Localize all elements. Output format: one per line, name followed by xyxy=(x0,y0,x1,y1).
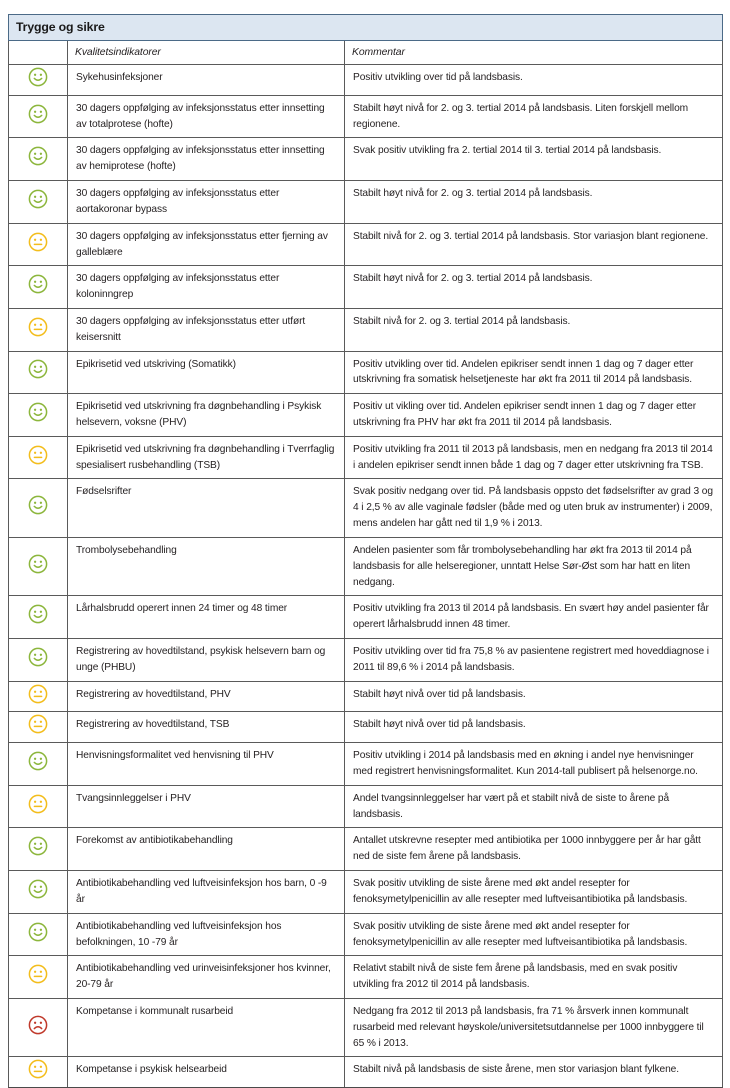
indicator-cell xyxy=(68,596,345,639)
smiley-happy-icon-glyph xyxy=(28,402,48,422)
indicator-text: Antibiotikabehandling ved luftveisinfeksjon hos befolkningen, 10 -79 år xyxy=(76,920,282,948)
table-row xyxy=(9,871,723,914)
comment-cell xyxy=(345,743,723,786)
comment-text: Positiv utvikling over tid. Andelen epikriser sendt innen 1 dag og 7 dager etter utskrivning fra somatisk helsetjeneste har økt fra 2011 til 2014 på landsbasis. xyxy=(353,358,694,386)
indicator-text: Epikrisetid ved utskrivning fra døgnbehandling i Tverrfaglig spesialisert rusbehandling (TSB) xyxy=(76,443,335,471)
smiley-neutral-icon-glyph xyxy=(28,232,48,252)
indicator-text: 30 dagers oppfølging av infeksjonsstatus etter innsetting av totalprotese (hofte) xyxy=(76,102,325,130)
comment-cell xyxy=(345,638,723,681)
smiley-happy-icon-glyph xyxy=(28,604,48,624)
comment-cell xyxy=(345,479,723,537)
smiley-happy-icon-glyph xyxy=(28,836,48,856)
indicator-cell xyxy=(68,181,345,224)
smiley-neutral-icon-glyph xyxy=(28,445,48,465)
indicator-cell xyxy=(68,828,345,871)
smiley-happy-icon xyxy=(9,638,68,681)
indicator-text: Kompetanse i kommunalt rusarbeid xyxy=(76,1005,234,1017)
indicator-text: Sykehusinfeksjoner xyxy=(76,72,163,83)
smiley-neutral-icon-glyph xyxy=(28,1059,48,1079)
smiley-neutral-icon xyxy=(9,712,68,743)
table-body xyxy=(9,15,723,1088)
comment-text: Stabilt høyt nivå for 2. og 3. tertial 2014 på landsbasis. Liten forskjell mellom regionene. xyxy=(353,102,689,130)
indicator-cell xyxy=(68,95,345,138)
table-row xyxy=(9,223,723,266)
comment-cell xyxy=(345,223,723,266)
indicator-cell xyxy=(68,956,345,999)
smiley-happy-icon xyxy=(9,743,68,786)
indicator-text: Henvisningsformalitet ved henvisning til PHV xyxy=(76,750,274,762)
smiley-neutral-icon-glyph xyxy=(28,684,48,704)
table-row xyxy=(9,998,723,1056)
comment-text: Stabilt nivå for 2. og 3. tertial 2014 på landsbasis. xyxy=(353,315,571,327)
comment-cell xyxy=(345,712,723,743)
comment-cell xyxy=(345,95,723,138)
smiley-neutral-icon-glyph xyxy=(28,317,48,337)
smiley-happy-icon xyxy=(9,394,68,437)
indicator-text: Epikrisetid ved utskrivning fra døgnbehandling i Psykisk helsevern, voksne (PHV) xyxy=(76,401,322,428)
table-row xyxy=(9,712,723,743)
smiley-happy-icon xyxy=(9,181,68,224)
table-row xyxy=(9,743,723,786)
indicator-text: Tvangsinnleggelser i PHV xyxy=(76,792,191,804)
comment-cell xyxy=(345,537,723,595)
comment-cell xyxy=(345,596,723,639)
column-header-icon xyxy=(9,41,68,65)
table-row xyxy=(9,308,723,351)
indicator-cell xyxy=(68,65,345,96)
indicator-cell xyxy=(68,537,345,595)
indicator-cell xyxy=(68,266,345,309)
table-row xyxy=(9,638,723,681)
column-header-row xyxy=(9,41,723,65)
quality-indicator-table xyxy=(8,14,723,1088)
comment-text: Positiv utvikling over tid fra 75,8 % av pasientene registrert med hoveddiagnose i 2011 til 89,6 % i 2014 på landsbasis. xyxy=(353,645,709,673)
table-row xyxy=(9,828,723,871)
indicator-cell xyxy=(68,351,345,394)
indicator-cell xyxy=(68,308,345,351)
comment-cell xyxy=(345,181,723,224)
comment-text: Stabilt høyt nivå over tid på landsbasis. xyxy=(353,719,526,731)
indicator-cell xyxy=(68,223,345,266)
indicator-cell xyxy=(68,638,345,681)
indicator-text: Antibiotikabehandling ved urinveisinfeksjoner hos kvinner, 20-79 år xyxy=(76,963,331,991)
comment-text: Relativt stabilt nivå de siste fem årene på landsbasis, med en svak positiv utvikling fra 2012 til 2014 på landsbasis. xyxy=(353,963,678,991)
table-row xyxy=(9,956,723,999)
table-row xyxy=(9,681,723,712)
smiley-neutral-icon-glyph xyxy=(28,964,48,984)
indicator-text: Registrering av hovedtilstand, psykisk helsevern barn og unge (PHBU) xyxy=(76,645,326,673)
comment-text: Nedgang fra 2012 til 2013 på landsbasis, fra 71 % årsverk innen kommunalt rusarbeid med relevant høyskole/universitetsutdannelse per 1000 innbyggere til 65 % i 2013. xyxy=(353,1005,704,1049)
table-row xyxy=(9,1057,723,1088)
smiley-happy-icon-glyph xyxy=(28,146,48,166)
smiley-happy-icon xyxy=(9,913,68,956)
indicator-text: Trombolysebehandling xyxy=(76,544,177,556)
indicator-cell xyxy=(68,681,345,712)
smiley-happy-icon xyxy=(9,871,68,914)
smiley-neutral-icon xyxy=(9,785,68,828)
comment-text: Antallet utskrevne resepter med antibiotika per 1000 innbyggere per år har gått ned de siste fem årene på landsbasis. xyxy=(353,835,701,863)
comment-text: Andelen pasienter som får trombolysebehandling har økt fra 2013 til 2014 på landsbasis for alle helseregioner, unntatt Helse Sør-Øst som har hatt en liten nedgang. xyxy=(353,544,692,588)
indicator-text: Forekomst av antibiotikabehandling xyxy=(76,835,233,847)
comment-cell xyxy=(345,351,723,394)
table-row xyxy=(9,436,723,479)
smiley-happy-icon-glyph xyxy=(28,647,48,667)
indicator-cell xyxy=(68,913,345,956)
comment-text: Svak positiv utvikling fra 2. tertial 2014 til 3. tertial 2014 på landsbasis. xyxy=(353,145,662,157)
table-row xyxy=(9,351,723,394)
indicator-cell xyxy=(68,436,345,479)
smiley-neutral-icon-glyph xyxy=(28,794,48,814)
comment-cell xyxy=(345,785,723,828)
smiley-happy-icon xyxy=(9,65,68,96)
smiley-happy-icon xyxy=(9,138,68,181)
smiley-happy-icon xyxy=(9,351,68,394)
indicator-text: Fødselsrifter xyxy=(76,486,132,498)
section-title: Trygge og sikre xyxy=(9,15,723,41)
table-row xyxy=(9,394,723,437)
indicator-text: 30 dagers oppfølging av infeksjonsstatus etter aortakoronar bypass xyxy=(76,188,280,215)
smiley-sad-icon-glyph xyxy=(28,1015,48,1035)
smiley-neutral-icon xyxy=(9,1057,68,1088)
comment-text: Svak positiv utvikling de siste årene med økt andel resepter for fenoksymetylpenicillin av alle resepter med luftveisantibiotika på landsbasis. xyxy=(353,878,688,905)
comment-text: Positiv utvikling fra 2011 til 2013 på landsbasis, men en nedgang fra 2013 til 2014 i andelen epikriser sendt innen både 1 dag og 7 dager etter utskrivning fra TSB. xyxy=(353,443,713,471)
comment-cell xyxy=(345,266,723,309)
comment-cell xyxy=(345,828,723,871)
smiley-happy-icon-glyph xyxy=(28,751,48,771)
comment-cell xyxy=(345,956,723,999)
table-row xyxy=(9,181,723,224)
section-title-row xyxy=(9,15,723,41)
comment-text: Positiv utvikling i 2014 på landsbasis med en økning i andel nye henvisninger med registrert henvisningsformalitet. Kun 2014-tall publisert på helsenorge.no. xyxy=(353,750,698,777)
smiley-happy-icon-glyph xyxy=(28,274,48,294)
smiley-neutral-icon-glyph xyxy=(28,714,48,734)
indicator-text: Lårhalsbrudd operert innen 24 timer og 48 timer xyxy=(76,603,288,615)
indicator-text: 30 dagers oppfølging av infeksjonsstatus etter koloninngrep xyxy=(76,273,280,301)
indicator-text: Kompetanse i psykisk helsearbeid xyxy=(76,1064,227,1076)
comment-text: Positiv utvikling fra 2013 til 2014 på landsbasis. En svært høy andel pasienter får operert lårhalsbrudd innen 48 timer. xyxy=(353,603,709,631)
comment-cell xyxy=(345,871,723,914)
indicator-text: Registrering av hovedtilstand, PHV xyxy=(76,688,231,700)
comment-text: Andel tvangsinnleggelser har vært på et stabilt nivå de siste to årene på landsbasis. xyxy=(353,792,670,820)
smiley-happy-icon-glyph xyxy=(28,189,48,209)
table-row xyxy=(9,785,723,828)
indicator-cell xyxy=(68,743,345,786)
smiley-happy-icon-glyph xyxy=(28,104,48,124)
comment-cell xyxy=(345,1057,723,1088)
comment-text: Positiv utvikling over tid på landsbasis. xyxy=(353,72,523,83)
smiley-sad-icon xyxy=(9,998,68,1056)
table-row xyxy=(9,596,723,639)
indicator-cell xyxy=(68,394,345,437)
smiley-happy-icon xyxy=(9,95,68,138)
indicator-cell xyxy=(68,712,345,743)
indicator-text: 30 dagers oppfølging av infeksjonsstatus etter innsetting av hemiprotese (hofte) xyxy=(76,145,325,173)
comment-text: Stabilt nivå for 2. og 3. tertial 2014 på landsbasis. Stor variasjon blant regionene. xyxy=(353,230,709,242)
comment-cell xyxy=(345,681,723,712)
indicator-text: Registrering av hovedtilstand, TSB xyxy=(76,719,230,731)
comment-text: Svak positiv nedgang over tid. På landsbasis oppsto det fødselsrifter av grad 3 og 4 i 2,5 % av alle vaginale fødsler (både med og uten bruk av instrumenter) i 2009, mens andelen har gått ned til 1,9 % i 2013. xyxy=(353,486,713,530)
smiley-happy-icon xyxy=(9,596,68,639)
indicator-text: 30 dagers oppfølging av infeksjonsstatus etter utført keisersnitt xyxy=(76,315,306,343)
column-header-comment: Kommentar xyxy=(345,41,723,65)
indicator-cell xyxy=(68,785,345,828)
smiley-happy-icon-glyph xyxy=(28,495,48,515)
comment-text: Stabilt høyt nivå for 2. og 3. tertial 2014 på landsbasis. xyxy=(353,188,593,200)
smiley-neutral-icon xyxy=(9,681,68,712)
column-header-indicator: Kvalitetsindikatorer xyxy=(68,41,345,65)
comment-cell xyxy=(345,913,723,956)
comment-cell xyxy=(345,308,723,351)
indicator-text: 30 dagers oppfølging av infeksjonsstatus etter fjerning av galleblære xyxy=(76,230,328,258)
smiley-happy-icon-glyph xyxy=(28,554,48,574)
indicator-cell xyxy=(68,1057,345,1088)
smiley-happy-icon xyxy=(9,828,68,871)
comment-cell xyxy=(345,436,723,479)
comment-cell xyxy=(345,138,723,181)
indicator-cell xyxy=(68,871,345,914)
comment-text: Stabilt høyt nivå for 2. og 3. tertial 2014 på landsbasis. xyxy=(353,273,593,285)
table-row xyxy=(9,913,723,956)
indicator-cell xyxy=(68,479,345,537)
smiley-happy-icon xyxy=(9,537,68,595)
comment-text: Stabilt nivå på landsbasis de siste årene, men stor variasjon blant fylkene. xyxy=(353,1064,679,1076)
comment-text: Svak positiv utvikling de siste årene med økt andel resepter for fenoksymetylpenicillin av alle resepter med luftveisantibiotika på landsbasis. xyxy=(353,920,688,948)
comment-text: Stabilt høyt nivå over tid på landsbasis. xyxy=(353,688,526,700)
smiley-neutral-icon xyxy=(9,223,68,266)
smiley-happy-icon-glyph xyxy=(28,67,48,87)
smiley-neutral-icon xyxy=(9,308,68,351)
smiley-happy-icon-glyph xyxy=(28,359,48,379)
smiley-neutral-icon xyxy=(9,436,68,479)
table-row xyxy=(9,138,723,181)
comment-cell xyxy=(345,65,723,96)
indicator-cell xyxy=(68,138,345,181)
table-row xyxy=(9,65,723,96)
smiley-happy-icon-glyph xyxy=(28,879,48,899)
indicator-cell xyxy=(68,998,345,1056)
smiley-happy-icon xyxy=(9,479,68,537)
smiley-happy-icon xyxy=(9,266,68,309)
indicator-text: Epikrisetid ved utskriving (Somatikk) xyxy=(76,358,236,370)
comment-cell xyxy=(345,998,723,1056)
table-row xyxy=(9,95,723,138)
table-row xyxy=(9,537,723,595)
table-row xyxy=(9,266,723,309)
comment-cell xyxy=(345,394,723,437)
smiley-happy-icon-glyph xyxy=(28,922,48,942)
comment-text: Positiv ut vikling over tid. Andelen epikriser sendt innen 1 dag og 7 dager etter utskrivning fra PHV har økt fra 2011 til 2014 på landsbasis. xyxy=(353,401,697,428)
smiley-neutral-icon xyxy=(9,956,68,999)
indicator-text: Antibiotikabehandling ved luftveisinfeksjon hos barn, 0 -9 år xyxy=(76,878,327,905)
table-row xyxy=(9,479,723,537)
